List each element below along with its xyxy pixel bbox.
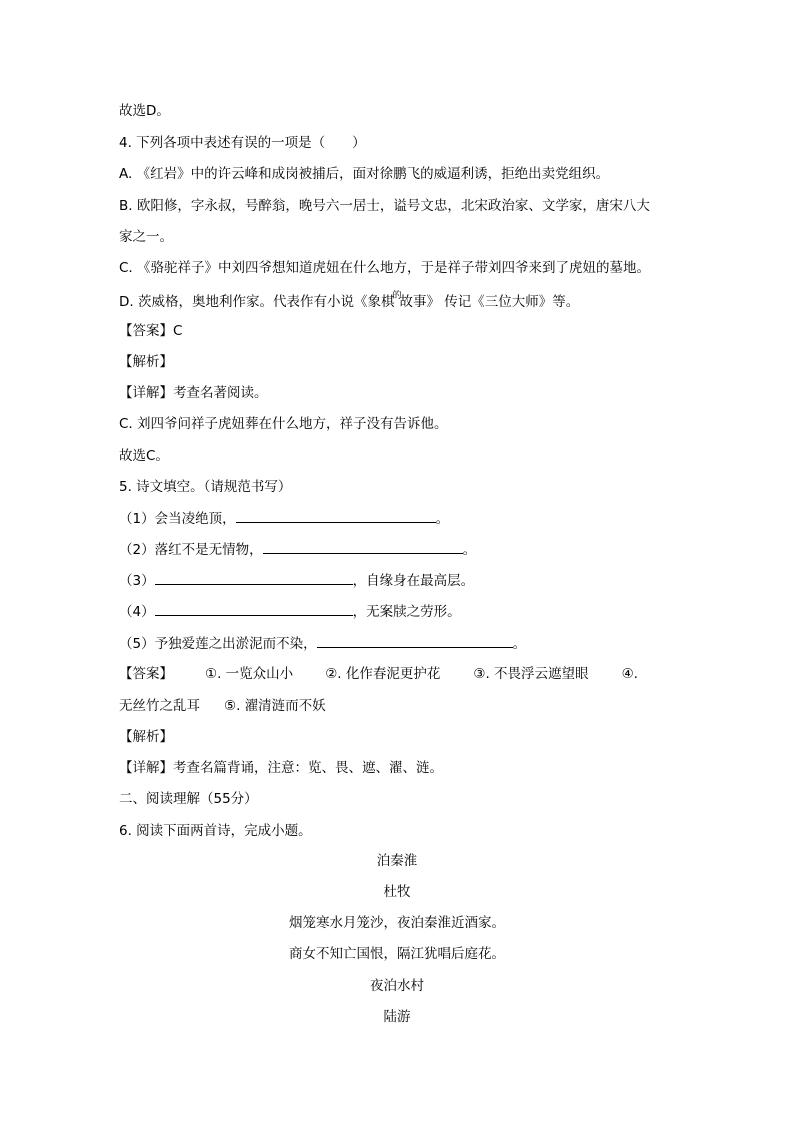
- q5-item-3: [119, 570, 474, 591]
- q5-answer-cont: [119, 696, 326, 716]
- q6-stem: 6. 阅读下面两首诗，完成小题。: [119, 823, 312, 839]
- q5-answer-label: 【答案】: [119, 666, 173, 682]
- q5-answer: [119, 664, 638, 684]
- q5-item-1: [119, 508, 449, 529]
- q5-item-2-text: （2）落红不是无情物，: [119, 542, 263, 558]
- q5-detail: 【详解】考查名篇背诵，注意：览、畏、遮、濯、涟。: [119, 760, 443, 776]
- q3-conclusion: 故选D。: [119, 103, 170, 119]
- q5-answer-5: ⑤. 濯清涟而不妖: [224, 698, 326, 714]
- q5-item-1-end: 。: [435, 511, 450, 527]
- q5-item-5-text: （5）予独爱莲之出淤泥而不染，: [119, 636, 317, 652]
- q4-analysis-label: 【解析】: [119, 354, 173, 370]
- poem2-author: 陆游: [383, 1009, 411, 1025]
- poem2-title: 夜泊水村: [370, 978, 424, 994]
- poem1-line-2: 商女不知亡国恨，隔江犹唱后庭花。: [289, 946, 505, 962]
- q4-option-c: C. 《骆驼祥子》中刘四爷想知道虎妞在什么地方，于是祥子带刘四爷来到了虎妞的墓地。: [119, 260, 651, 276]
- q5-item-3-end: ，自缘身在最高层。: [352, 573, 475, 589]
- fill-blank-4[interactable]: [155, 601, 353, 616]
- q5-item-1-text: （1）会当凌绝顶，: [119, 511, 236, 527]
- q5-answer-2: ②. 化作春泥更护花: [325, 666, 441, 682]
- q5-analysis-label: 【解析】: [119, 729, 173, 745]
- q5-item-4-text: （4）: [119, 604, 155, 620]
- q4-option-d: [119, 292, 579, 314]
- fill-blank-5[interactable]: [317, 633, 513, 648]
- q5-item-2-end: 。: [462, 542, 477, 558]
- q4-stem: 4. 下列各项中表述有误的一项是（ ）: [119, 135, 366, 151]
- q5-answer-4: ④.: [621, 666, 638, 682]
- q4-conclusion: 故选C。: [119, 448, 169, 464]
- q5-item-4-end: ，无案牍之劳形。: [352, 604, 461, 620]
- q5-stem: 5. 诗文填空。（请规范书写）: [119, 479, 292, 495]
- q4-option-d-text: D. 茨威格，奥地利作家。代表作有小说《象棋: [119, 294, 395, 310]
- q5-item-2: [119, 539, 476, 560]
- q4-detail-c: C. 刘四爷问祥子虎妞葬在什么地方，祥子没有告诉他。: [119, 416, 448, 432]
- q5-item-5: [119, 633, 526, 654]
- q4-option-b-cont: 家之一。: [119, 229, 173, 245]
- q5-answer-4-text: 无丝竹之乱耳: [119, 698, 200, 714]
- q4-option-a: A. 《红岩》中的许云峰和成岗被捕后，面对徐鹏飞的威逼利诱，拒绝出卖党组织。: [119, 166, 610, 182]
- fill-blank-1[interactable]: [236, 508, 436, 523]
- q4-detail: 【详解】考查名著阅读。: [119, 385, 268, 401]
- poem1-title: 泊秦淮: [376, 853, 418, 869]
- q4-option-d-text-cont: 故事》 传记《三位大师》等。: [399, 294, 580, 310]
- section-heading: 二、阅读理解（55分）: [119, 791, 258, 807]
- q4-option-d-sup: 的: [392, 291, 402, 301]
- q5-answer-3: ③. 不畏浮云遮望眼: [473, 666, 589, 682]
- q5-item-5-end: 。: [512, 636, 527, 652]
- q4-answer: 【答案】C: [119, 323, 183, 339]
- q5-item-3-text: （3）: [119, 573, 155, 589]
- q4-option-b: B. 欧阳修，字永叔，号醉翁，晚号六一居士，谥号文忠，北宋政治家、文学家，唐宋八大: [119, 198, 650, 214]
- poem1-line-1: 烟笼寒水月笼沙，夜泊秦淮近酒家。: [289, 915, 505, 931]
- fill-blank-3[interactable]: [155, 570, 353, 585]
- fill-blank-2[interactable]: [263, 539, 463, 554]
- poem1-author: 杜牧: [383, 884, 411, 900]
- q5-item-4: [119, 601, 461, 622]
- q5-answer-1: ①. 一览众山小: [205, 666, 294, 682]
